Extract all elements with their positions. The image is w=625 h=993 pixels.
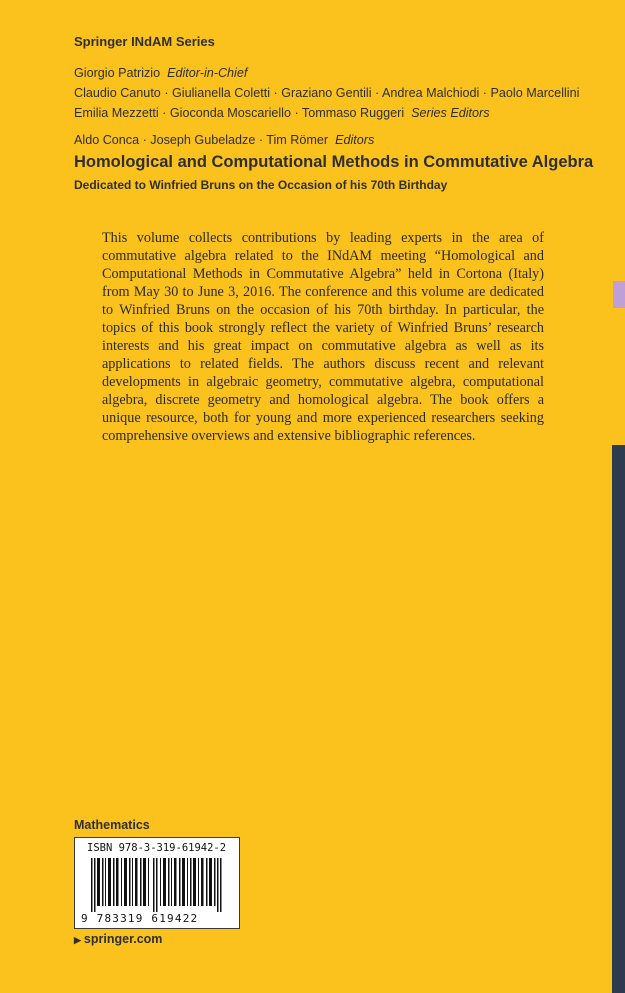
ean-digits: 9 783319 619422 (81, 912, 199, 925)
spine-strip (612, 445, 625, 993)
isbn-barcode (74, 837, 240, 929)
book-title: Homological and Computational Methods in Commutative Algebra (74, 153, 594, 171)
series-name: Springer INdAM Series (74, 34, 215, 49)
isbn-number: ISBN 978-3-319-61942-2 (87, 842, 227, 854)
series-editors-names: Emilia Mezzetti · Gioconda Moscariello · Tommaso Ruggeri (74, 106, 405, 120)
series-editors-role: Series Editors (411, 106, 490, 120)
book-subtitle: Dedicated to Winfried Bruns on the Occasion of his 70th Birthday (74, 178, 448, 192)
barcode-icon (91, 858, 227, 912)
publisher-link[interactable] (74, 932, 162, 946)
editors-line (74, 133, 374, 147)
editors-role: Editors (335, 133, 375, 147)
editor-in-chief-role: Editor-in-Chief (167, 66, 248, 80)
arrow-right-icon: ▶ (74, 935, 81, 945)
editors-names: Aldo Conca · Joseph Gubeladze · Tim Römer (74, 133, 329, 147)
editor-in-chief-line (74, 66, 247, 80)
color-tab-mark (613, 281, 625, 308)
subject-category: Mathematics (74, 818, 150, 832)
publisher-website: springer.com (83, 932, 163, 946)
series-editors-line-1: Claudio Canuto · Giulianella Coletti · Graziano Gentili · Andrea Malchiodi · Paolo Marcellini (74, 86, 580, 100)
editor-in-chief-name: Giorgio Patrizio (74, 66, 161, 80)
book-description: This volume collects contributions by leading experts in the area of commutative algebra related to the INdAM meeting “Homological and Computational Methods in Commutative Algebra” held in Cortona (Italy) from May 30 to June 3, 2016. The conference and this volume are dedicated to Winfried Bruns on the occasion of his 70th birthday. In particular, the topics of this book strongly reflect the variety of Winfried Bruns’ research interests and his great impact on commutative algebra as well as its applications to related fields. The authors discuss recent and relevant developments in algebraic geometry, commutative algebra, computational algebra, discrete geometry and homological algebra. The book offers a unique resource, both for young and more experienced researchers seeking comprehensive overviews and extensive bibliographic references. (102, 230, 544, 444)
series-editors-line-2 (74, 106, 490, 120)
